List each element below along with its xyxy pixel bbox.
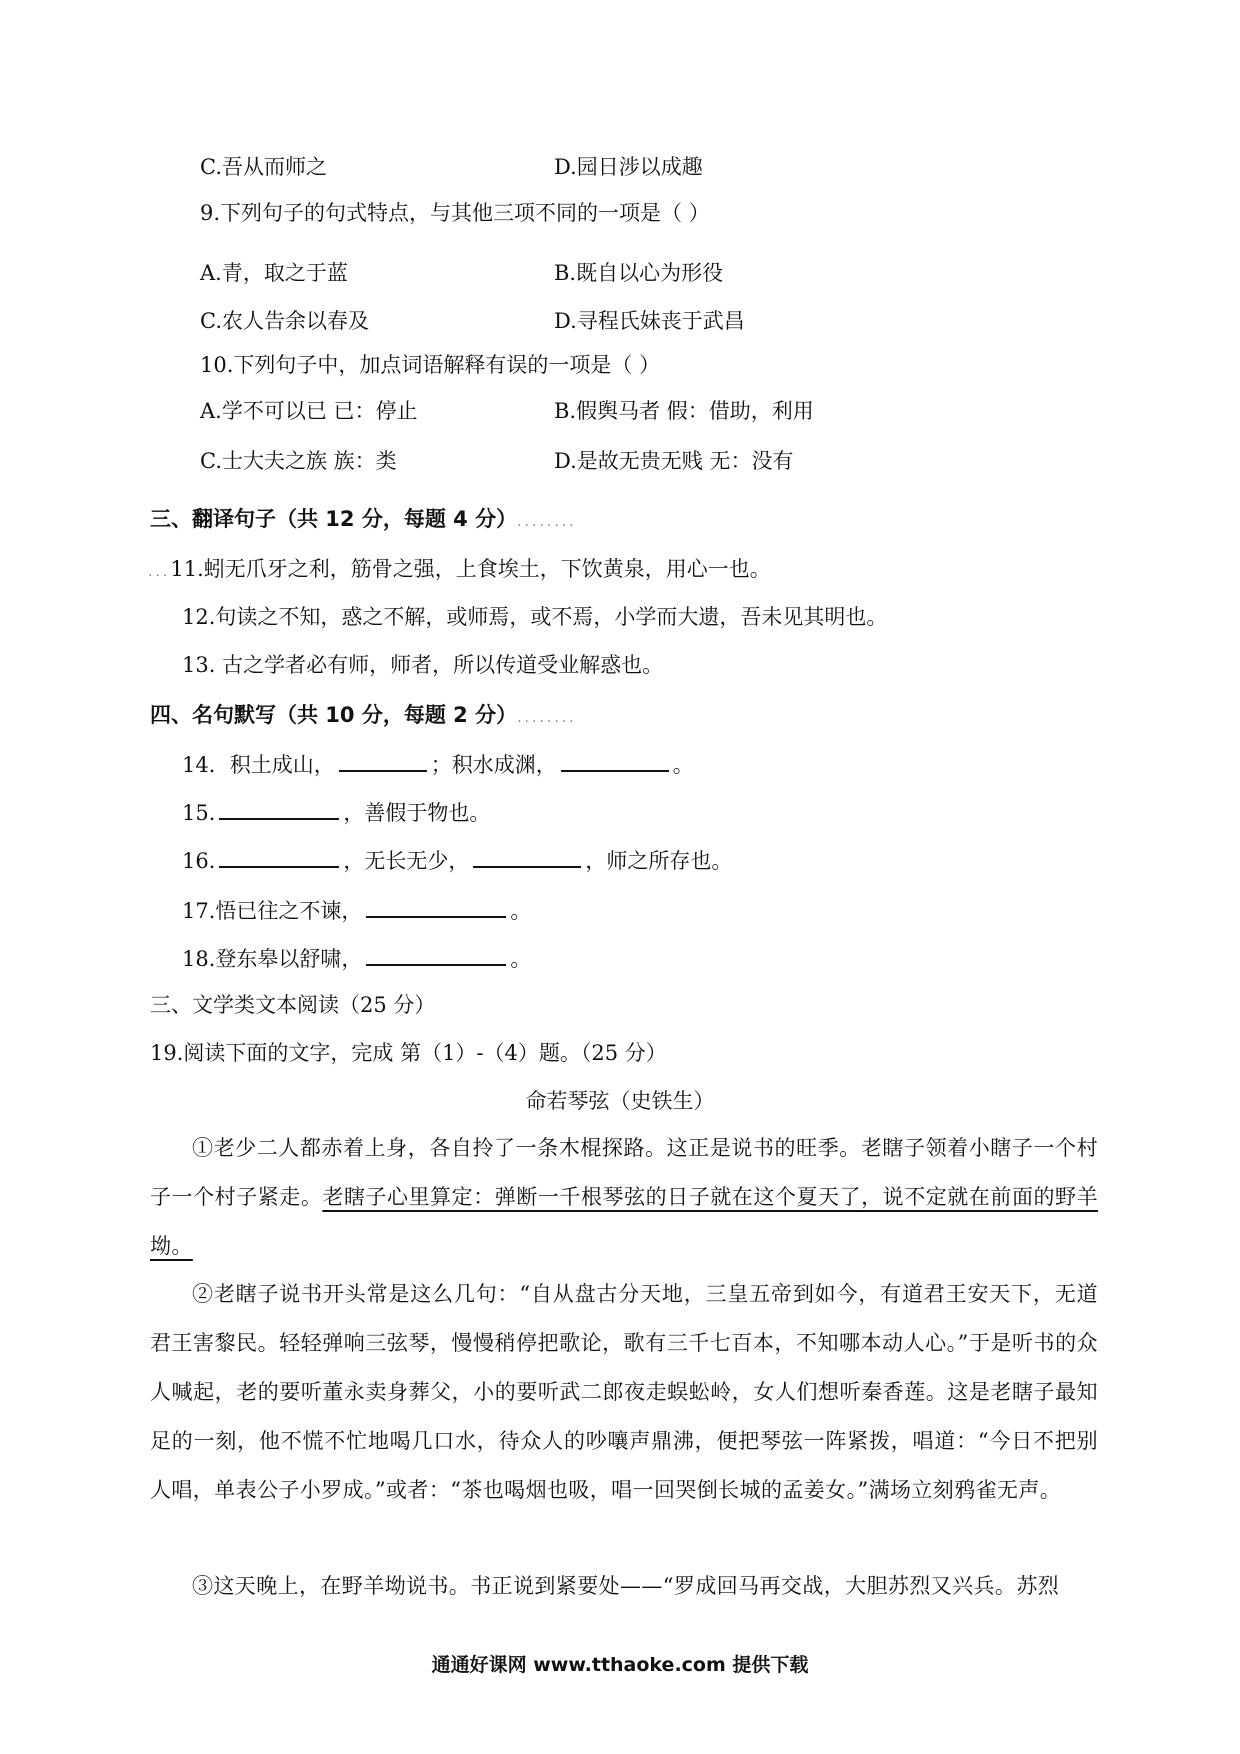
q17-prefix: 17.悟已往之不谏， — [182, 899, 363, 923]
q15-row — [182, 796, 490, 828]
page-footer: 通通好课网 www.tthaoke.com 提供下载 — [431, 1654, 809, 1676]
q14-prefix: 14．积土成山， — [182, 753, 335, 777]
paragraph-1-underlined-sentence: 老瞎子心里算定：弹断一千根琴弦的日子就在这个夏天了，说不定就在前面的野羊坳。 — [150, 1185, 1098, 1258]
q8-option-c: C.吾从而师之 — [200, 155, 327, 179]
q16-suffix: ，师之所存也。 — [585, 849, 733, 873]
q18-row — [182, 942, 531, 974]
q18-prefix: 18.登东皋以舒啸， — [182, 947, 363, 971]
q16-middle: ，无长无少， — [343, 849, 470, 873]
q18-suffix: 。 — [510, 947, 532, 971]
q9-stem: 9.下列句子的句式特点，与其他三项不同的一项是（ ） — [200, 201, 710, 225]
section-recite-heading: 四、名句默写（共 10 分，每题 2 分） — [150, 703, 518, 727]
q17-suffix: 。 — [510, 899, 532, 923]
section-translate-heading: 三、翻译句子（共 12 分，每题 4 分） — [150, 507, 518, 531]
q15-prefix: 15. — [182, 801, 216, 825]
q14-middle: ；积水成渊， — [430, 753, 557, 777]
heading-dots: ........ — [517, 514, 577, 530]
q10-option-c: C.士大夫之族 族：类 — [200, 449, 397, 473]
passage-title: 命若琴弦（史铁生） — [525, 1089, 715, 1113]
q15-blank[interactable] — [219, 796, 339, 820]
q12-text: 12.句读之不知，惑之不解，或师焉，或不焉，小学而大遗，吾未见其明也。 — [182, 605, 888, 629]
q16-row — [182, 844, 732, 876]
paragraph-1-text: ①老少二人都赤着上身，各自拎了一条木棍探路。这正是说书的旺季。老瞎子领着小瞎子一个村子一个村子紧走。 — [150, 1136, 1098, 1209]
q11-row — [148, 554, 771, 587]
q18-blank[interactable] — [366, 942, 506, 966]
q19-stem: 19.阅读下面的文字，完成 第（1）-（4）题。（25 分） — [150, 1041, 667, 1065]
q11-text: 11.蚓无爪牙之利，筋骨之强，上食埃土，下饮黄泉，用心一也。 — [170, 557, 771, 581]
q10-option-d: D.是故无贵无贱 无：没有 — [554, 449, 794, 473]
q9-option-b: B.既自以心为形役 — [554, 261, 724, 285]
q16-blank-2[interactable] — [473, 844, 581, 868]
q17-blank[interactable] — [366, 894, 506, 918]
passage-paragraph-1 — [150, 1124, 1098, 1271]
passage-paragraph-2: ②老瞎子说书开头常是这么几句：“自从盘古分天地，三皇五帝到如今，有道君王安天下，无道君王害黎民。轻轻弹响三弦琴，慢慢稍停把歌论，歌有三千七百本，不知哪本动人心。”于是听书的众人喊起，老的要听董永卖身葬父，小的要听武二郎夜走蜈蚣岭，女人们想听秦香莲。这是老瞎子最知足的一刻，他不慌不忙地喝几口水，待众人的吵嚷声鼎沸，便把琴弦一阵紧拨，唱道：“今日不把别人唱，单表公子小罗成。”或者：“茶也喝烟也吸，唱一回哭倒长城的孟姜女。”满场立刻鸦雀无声。 — [150, 1282, 1098, 1502]
q8-option-d: D.园日涉以成趣 — [554, 155, 703, 179]
q10-option-b: B.假舆马者 假：借助，利用 — [554, 399, 814, 423]
q9-option-d: D.寻程氏妹丧于武昌 — [554, 309, 745, 333]
section-reading-heading: 三、文学类文本阅读（25 分） — [150, 993, 436, 1017]
q10-option-a: A.学不可以已 已：停止 — [200, 399, 418, 423]
section-translate-heading-row — [150, 504, 577, 537]
q16-blank-1[interactable] — [219, 844, 339, 868]
heading-dots: ........ — [517, 710, 577, 726]
q13-text: 13. 古之学者必有师，师者，所以传道受业解惑也。 — [182, 653, 664, 677]
q15-suffix: ，善假于物也。 — [343, 801, 491, 825]
q9-option-a: A.青，取之于蓝 — [200, 261, 348, 285]
q14-blank-2[interactable] — [561, 748, 669, 772]
q16-prefix: 16. — [182, 849, 216, 873]
q10-stem: 10.下列句子中，加点词语解释有误的一项是（ ） — [200, 353, 661, 377]
passage-paragraph-3: ③这天晚上，在野羊坳说书。书正说到紧要处——“罗成回马再交战，大胆苏烈又兴兵。苏烈 — [192, 1574, 1060, 1598]
section-recite-heading-row — [150, 700, 577, 733]
q17-row — [182, 894, 531, 926]
q14-row — [182, 748, 694, 780]
q14-suffix: 。 — [672, 753, 694, 777]
q14-blank-1[interactable] — [339, 748, 427, 772]
q9-option-c: C.农人告余以春及 — [200, 309, 369, 333]
lead-dots: ... — [148, 564, 171, 580]
